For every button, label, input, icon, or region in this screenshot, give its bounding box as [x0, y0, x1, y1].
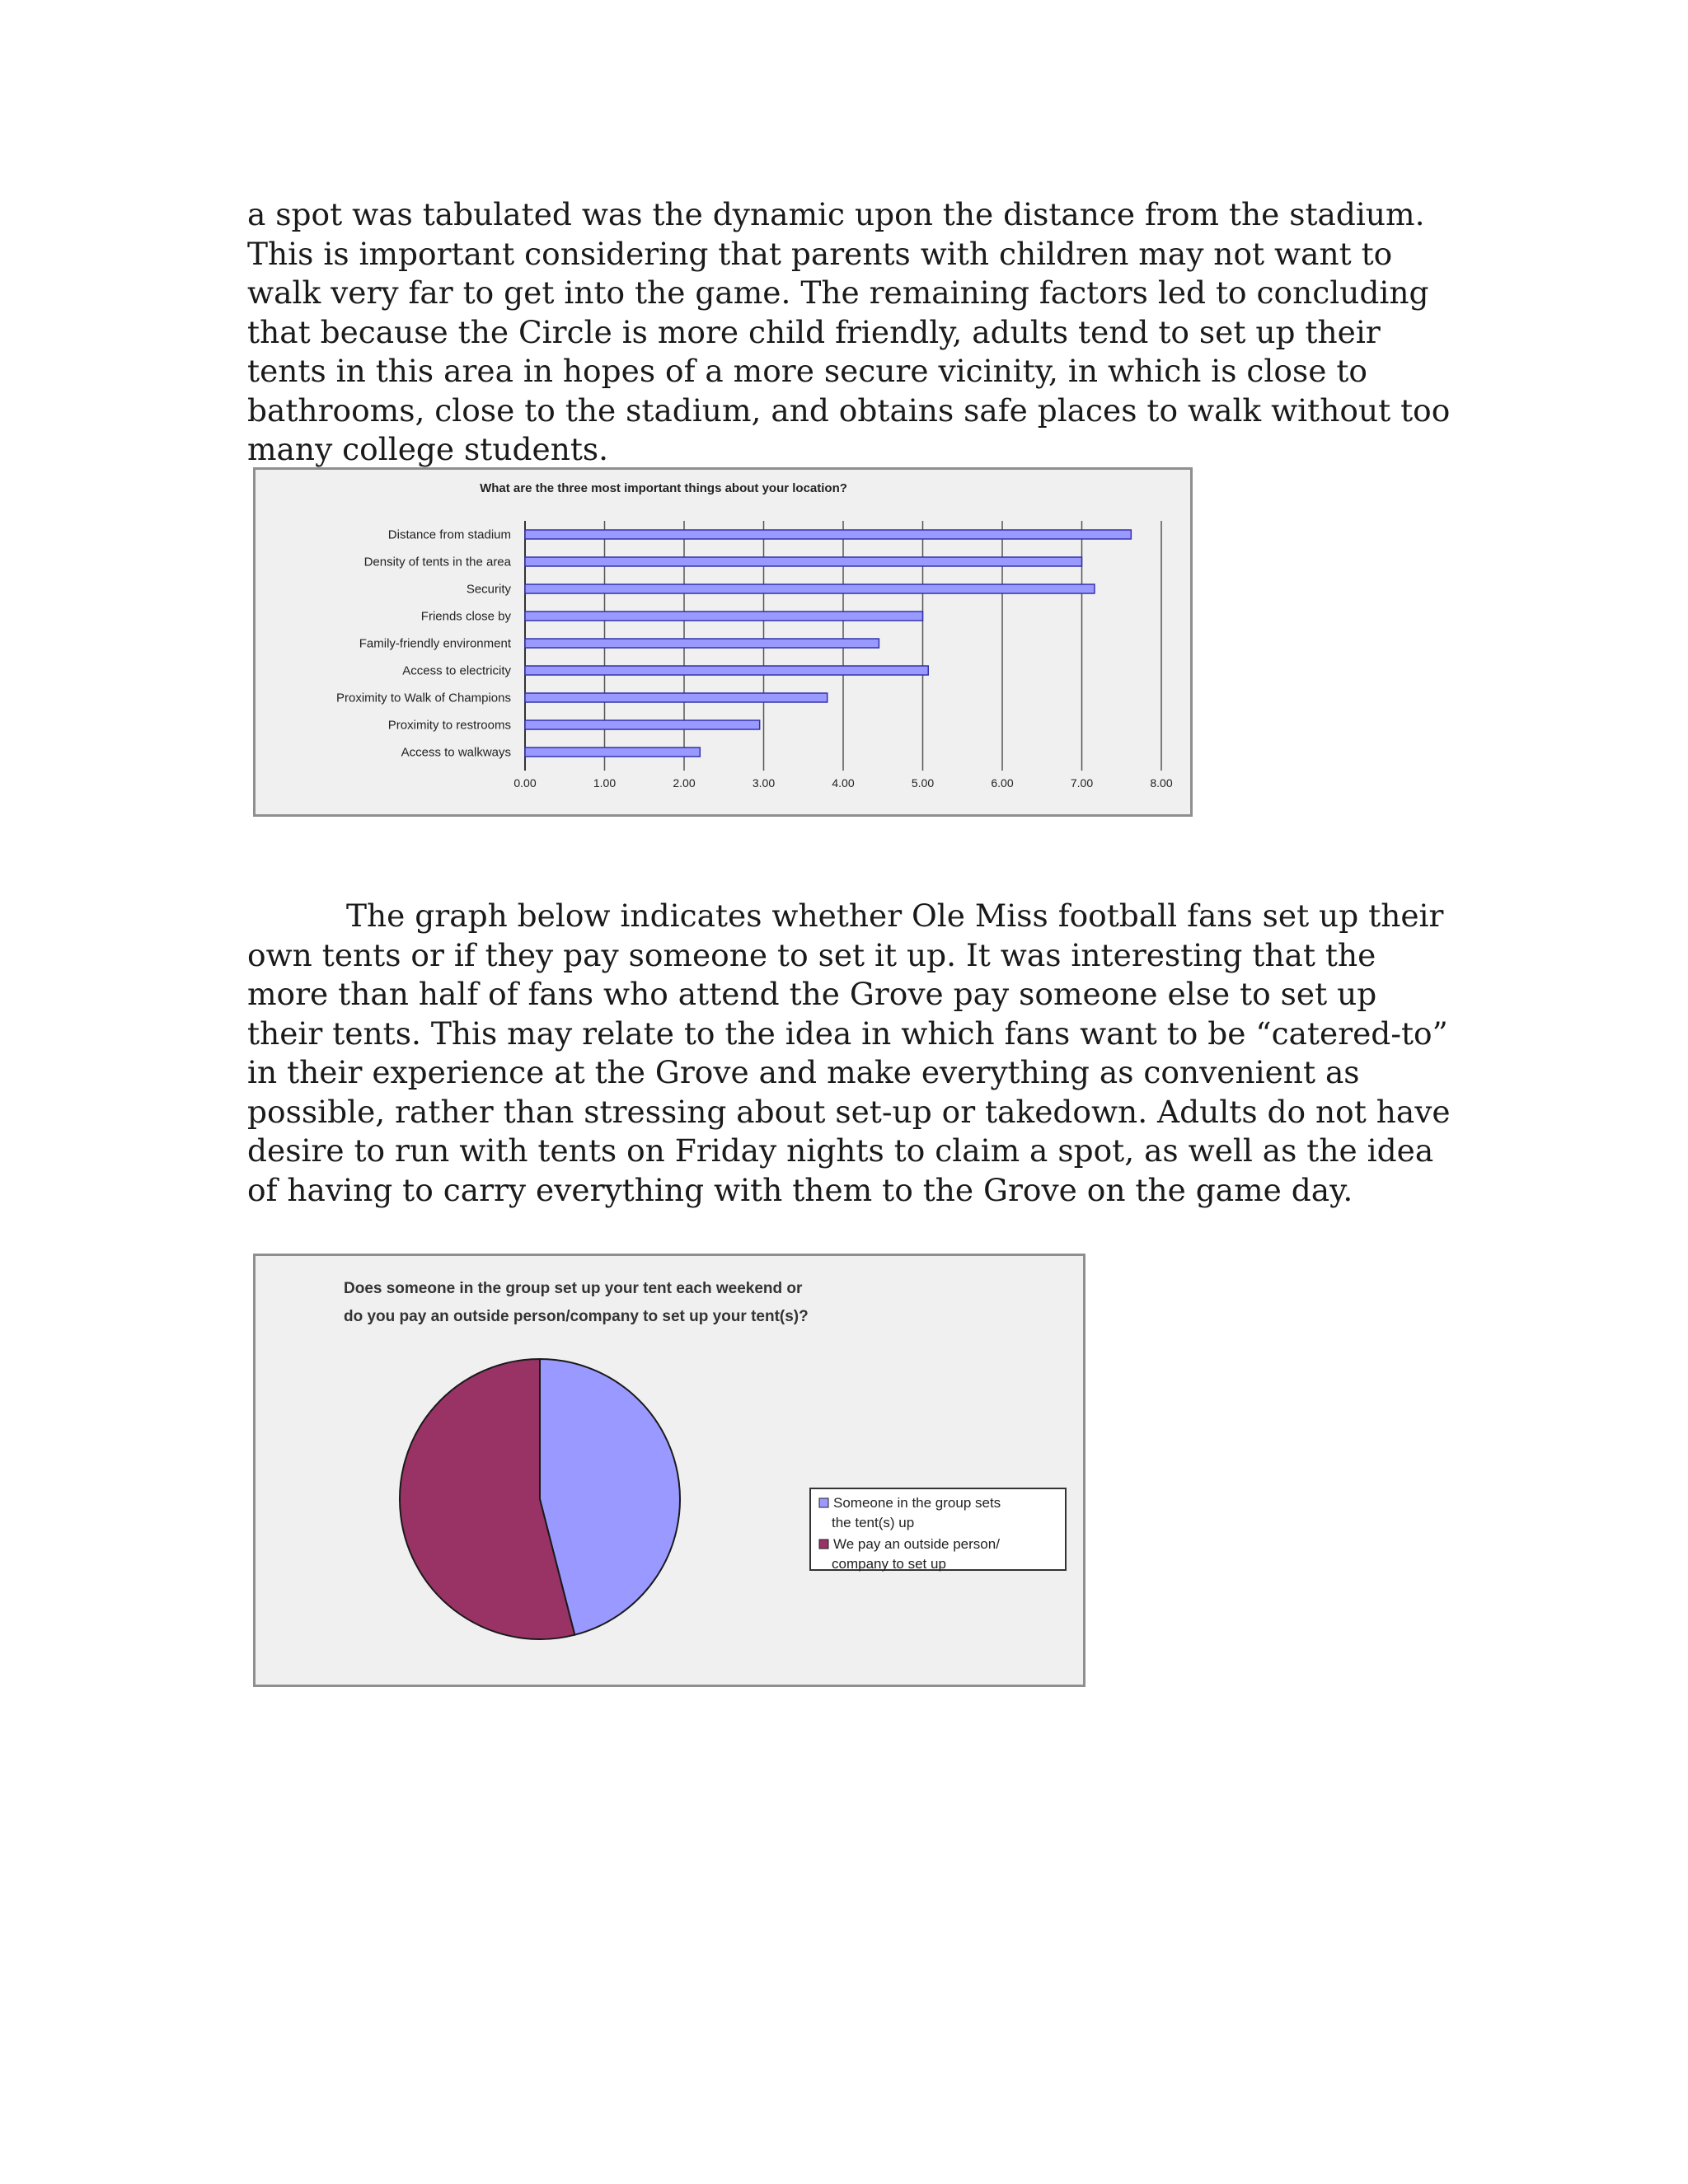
x-tick-label: 0.00	[513, 776, 537, 790]
x-tick-label: 3.00	[752, 776, 776, 790]
bar-5	[525, 639, 879, 648]
pie-chart-tent-setup	[253, 1254, 1085, 1687]
category-label: Density of tents in the area	[363, 555, 511, 569]
legend-label: Someone in the group sets	[833, 1495, 1001, 1511]
category-label: Family-friendly environment	[359, 636, 511, 651]
bar-6	[525, 666, 928, 675]
legend-label: company to set up	[832, 1556, 946, 1572]
category-label: Proximity to Walk of Champions	[335, 691, 511, 705]
pie-chart-title-line: Does someone in the group set up your tent each weekend or	[344, 1280, 803, 1297]
bar-9	[525, 748, 700, 757]
body-paragraph-2	[247, 897, 1459, 1210]
bar-8	[525, 720, 760, 729]
legend-label: the tent(s) up	[832, 1515, 915, 1530]
bar-2	[525, 557, 1082, 566]
x-tick-label: 5.00	[911, 776, 935, 790]
body-paragraph-1: a spot was tabulated was the dynamic upon the distance from the stadium. This is important considering that parents with children may not want to walk very far to get into the game. The remaining factors led to concluding that because the Circle is more child friendly, adults tend to set up their tents in this area in hopes of a more secure vicinity, in which is close to bathrooms, close to the stadium, and obtains safe places to walk without too many college students.	[247, 196, 1451, 467]
pie-chart-title-line: do you pay an outside person/company to set up your tent(s)?	[344, 1308, 809, 1325]
bar-chart-title: What are the three most important things about your location?	[480, 481, 847, 495]
x-tick-label: 2.00	[673, 776, 696, 790]
x-tick-label: 1.00	[593, 776, 617, 790]
bar-3	[525, 584, 1095, 593]
bar-chart-svg	[256, 470, 1190, 814]
x-tick-label: 4.00	[832, 776, 855, 790]
body-paragraph-2-text: The graph below indicates whether Ole Miss football fans set up their own tents or if they pay someone to set it up. It was interesting that the more than half of fans who attend the Grove pay someone else to set up their tents. This may relate to the idea in which fans want to be “catered-to” in their experience at the Grove and make everything as convenient as possible, rather than stressing about set-up or takedown. Adults do not have desire to run with tents on Friday nights to claim a spot, as well as the idea of having to carry everything with them to the Grove on the game day.	[247, 898, 1451, 1208]
legend-label: We pay an outside person/	[833, 1536, 1000, 1552]
bar-1	[525, 530, 1131, 539]
legend-swatch-2	[819, 1540, 828, 1549]
category-label: Proximity to restrooms	[387, 718, 511, 733]
x-tick-label: 6.00	[991, 776, 1014, 790]
category-label: Friends close by	[420, 609, 511, 624]
legend-swatch-1	[819, 1498, 828, 1507]
bar-7	[525, 693, 828, 702]
category-label: Access to walkways	[401, 745, 511, 760]
x-tick-label: 7.00	[1070, 776, 1094, 790]
pie-chart-svg	[256, 1256, 1083, 1685]
bar-chart-location-factors	[253, 467, 1193, 817]
category-label: Access to electricity	[402, 663, 511, 678]
category-label: Security	[466, 582, 511, 597]
x-tick-label: 8.00	[1150, 776, 1173, 790]
bar-4	[525, 612, 923, 621]
category-label: Distance from stadium	[387, 527, 511, 542]
